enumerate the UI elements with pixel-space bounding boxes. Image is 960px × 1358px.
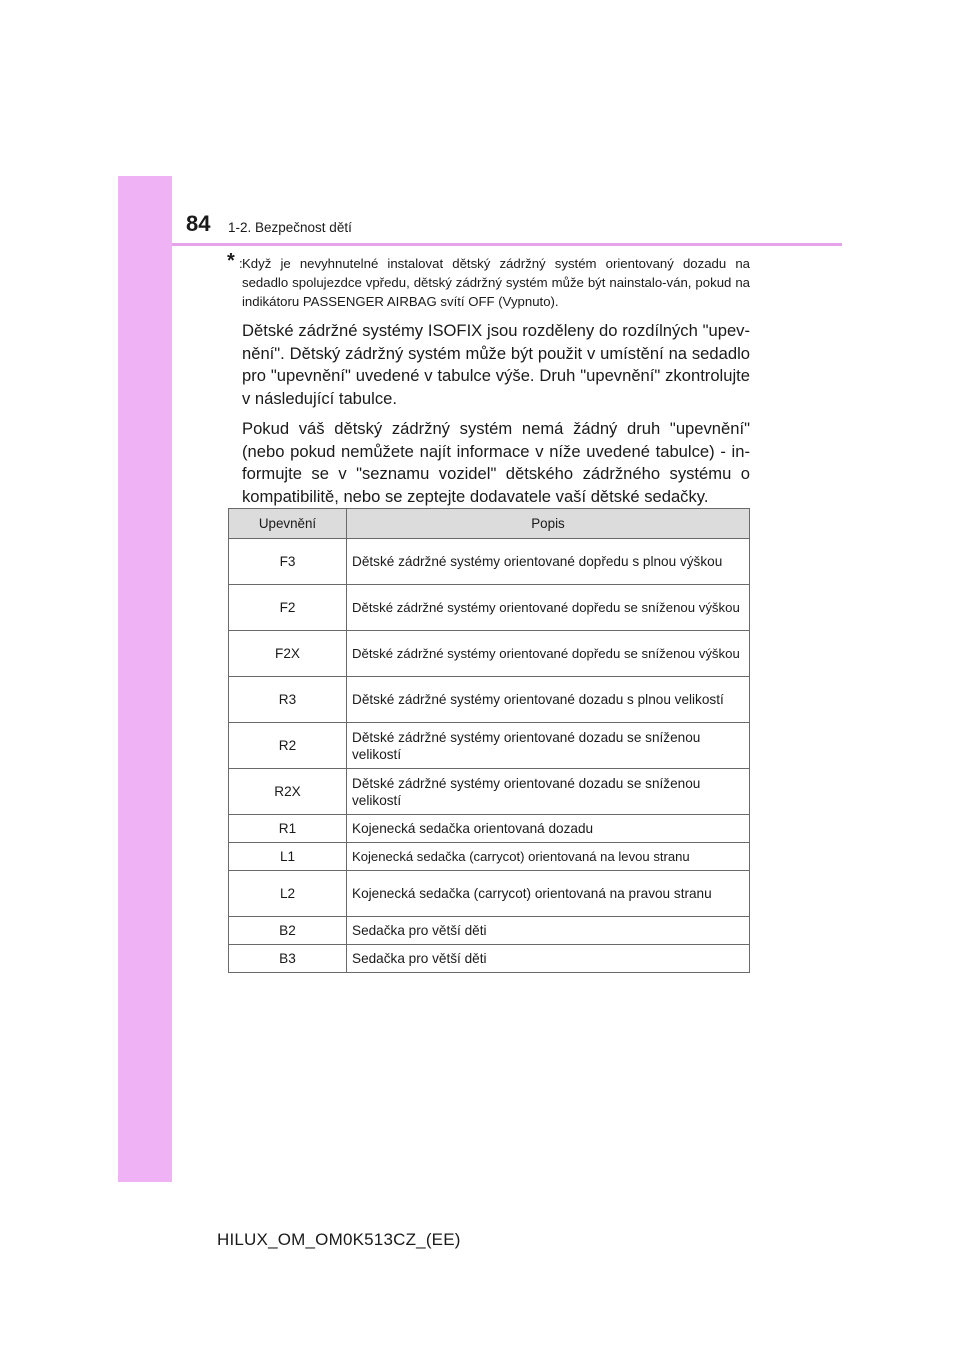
header-rule — [172, 243, 842, 246]
table-header-row — [229, 509, 750, 539]
table-row — [229, 631, 750, 677]
mounting-description: Dětské zádržné systémy orientované dozadu se sníženou velikostí — [347, 769, 750, 815]
mounting-code: R1 — [229, 815, 347, 843]
table-row — [229, 677, 750, 723]
table-row — [229, 769, 750, 815]
mounting-code: R2X — [229, 769, 347, 815]
mounting-description: Kojenecká sedačka (carrycot) orientovaná na levou stranu — [347, 843, 750, 871]
mounting-code: F2X — [229, 631, 347, 677]
paragraph-no-mounting: Pokud váš dětský zádržný systém nemá žádný druh "upevnění" (nebo pokud nemůžete najít informace v níže uvedené tabulce) - in-formujte se v "seznamu vozidel" dětského zádržného systému o kompatibilitě, nebo se zeptejte dodavatele vaší dětské sedačky. — [242, 419, 750, 506]
mounting-description: Sedačka pro větší děti — [347, 917, 750, 945]
paragraph-isofix: Dětské zádržné systémy ISOFIX jsou rozděleny do rozdílných "upev-nění". Dětský zádržný systém může být použit v umístění na sedadlo pro "upevnění" uvedené v tabulce výše. Druh "upevnění" zkontrolujte v následující tabulce. — [242, 321, 750, 408]
table-row — [229, 917, 750, 945]
document-code: HILUX_OM_OM0K513CZ_(EE) — [217, 1230, 461, 1249]
mounting-code: F3 — [229, 539, 347, 585]
mounting-description: Dětské zádržné systémy orientované dozadu se sníženou velikostí — [347, 723, 750, 769]
table-row — [229, 871, 750, 917]
mounting-code: L2 — [229, 871, 347, 917]
table-row — [229, 539, 750, 585]
footnote-text: Když je nevyhnutelné instalovat dětský zádržný systém orientovaný dozadu na sedadlo spolujezdce vpředu, dětský zádržný systém může být nainstalo-ván, pokud na indikátoru PASSENGER AIRBAG svítí OFF (Vypnuto). — [242, 256, 750, 309]
mounting-code: R3 — [229, 677, 347, 723]
footnote — [227, 250, 750, 311]
mounting-description: Dětské zádržné systémy orientované dopředu se sníženou výškou — [347, 585, 750, 631]
mounting-description: Sedačka pro větší děti — [347, 945, 750, 973]
page-number: 84 — [186, 211, 211, 236]
mounting-code: B3 — [229, 945, 347, 973]
table-row — [229, 843, 750, 871]
mounting-code: R2 — [229, 723, 347, 769]
table-row — [229, 723, 750, 769]
mounting-code: B2 — [229, 917, 347, 945]
mounting-description: Dětské zádržné systémy orientované dopředu s plnou výškou — [347, 539, 750, 585]
table-row — [229, 815, 750, 843]
mounting-description: Kojenecká sedačka orientovaná dozadu — [347, 815, 750, 843]
table-row — [229, 585, 750, 631]
header-mounting: Upevnění — [229, 509, 347, 539]
mounting-code: L1 — [229, 843, 347, 871]
footnote-colon: : — [239, 256, 243, 271]
mounting-description: Dětské zádržné systémy orientované dozadu s plnou velikostí — [347, 677, 750, 723]
mounting-description: Kojenecká sedačka (carrycot) orientovaná na pravou stranu — [347, 871, 750, 917]
table-row — [229, 945, 750, 973]
header-description: Popis — [347, 509, 750, 539]
body-text — [242, 320, 750, 516]
mounting-table — [228, 508, 750, 973]
mounting-description: Dětské zádržné systémy orientované dopředu se sníženou výškou — [347, 631, 750, 677]
section-side-bar — [118, 176, 172, 1182]
footnote-asterisk: * — [227, 250, 235, 272]
mounting-code: F2 — [229, 585, 347, 631]
section-title: 1-2. Bezpečnost dětí — [228, 220, 352, 235]
